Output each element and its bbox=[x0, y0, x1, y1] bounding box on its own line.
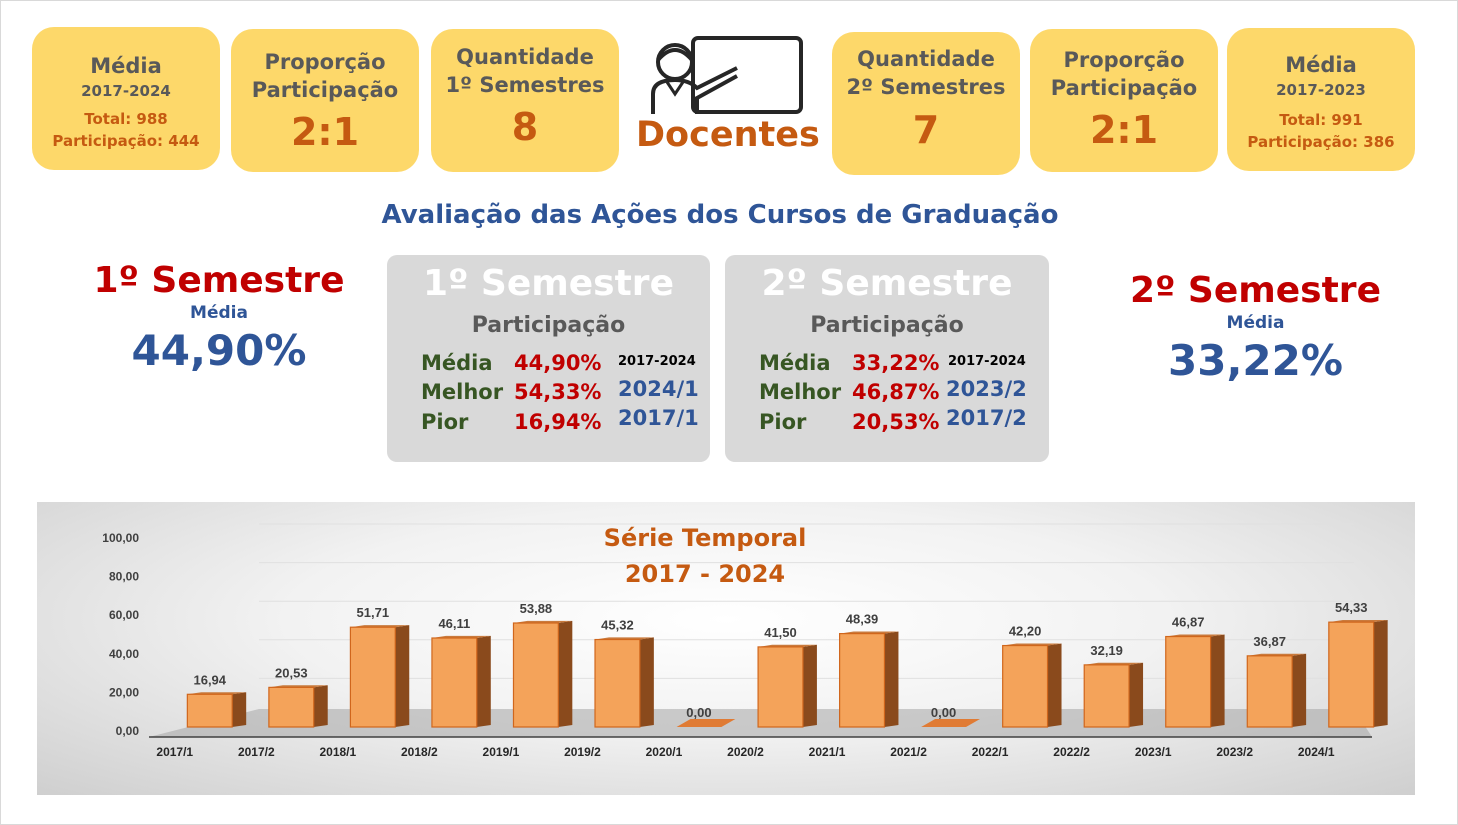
docentes-title: Docentes bbox=[636, 115, 820, 155]
card-title: Quantidade bbox=[456, 45, 594, 69]
bar-side bbox=[314, 685, 328, 727]
row-percent: 44,90% bbox=[514, 351, 602, 375]
bar-2022/2 bbox=[1084, 663, 1143, 727]
bar-side bbox=[1374, 620, 1388, 727]
card-participation: Participação: 444 bbox=[52, 132, 200, 150]
bar-side bbox=[558, 621, 572, 727]
card-title: Proporção bbox=[1063, 48, 1185, 72]
card-subtitle: 1º Semestres bbox=[445, 73, 605, 97]
first-semester-summary bbox=[74, 260, 364, 378]
data-label: 51,71 bbox=[356, 605, 390, 621]
panel-second-semester bbox=[725, 255, 1049, 462]
row-percent: 20,53% bbox=[852, 410, 940, 434]
bar-2021/1 bbox=[840, 632, 899, 727]
card-value: 8 bbox=[511, 105, 539, 149]
data-label: 53,88 bbox=[519, 601, 553, 617]
bar-side bbox=[803, 645, 817, 727]
data-label: 32,19 bbox=[1090, 642, 1123, 658]
data-label: 54,33 bbox=[1334, 600, 1368, 616]
bar-2019/2 bbox=[595, 637, 654, 727]
bar-side bbox=[1129, 663, 1143, 727]
card-subtitle: 2º Semestres bbox=[846, 75, 1006, 99]
bar-front bbox=[187, 694, 232, 727]
teacher-icon bbox=[645, 32, 805, 117]
panel-first-semester bbox=[387, 255, 710, 462]
time-series-chart bbox=[37, 502, 1415, 795]
second-semester-heading: 2º Semestre bbox=[1130, 270, 1381, 311]
bar-side bbox=[477, 636, 491, 727]
card-quantidade-2 bbox=[832, 32, 1020, 175]
x-tick-label: 2023/1 bbox=[1134, 745, 1172, 759]
bar-2017/1 bbox=[187, 692, 246, 727]
x-tick-label: 2022/2 bbox=[1053, 745, 1090, 759]
bar-2018/1 bbox=[350, 625, 409, 727]
bar-2023/1 bbox=[1166, 634, 1225, 727]
second-semester-value: 33,22% bbox=[1168, 336, 1343, 385]
card-title: Média bbox=[1285, 53, 1357, 77]
bar-2017/2 bbox=[269, 685, 328, 727]
bar-2018/2 bbox=[432, 636, 491, 727]
data-label: 46,11 bbox=[438, 616, 471, 632]
bar-side bbox=[1211, 634, 1225, 727]
bar-front bbox=[1084, 665, 1129, 727]
row-period: 2017-2024 bbox=[948, 354, 1026, 369]
row-period: 2017/1 bbox=[618, 406, 699, 430]
data-label: 36,87 bbox=[1253, 633, 1286, 649]
bar-2023/2 bbox=[1247, 654, 1306, 727]
data-label: 20,53 bbox=[275, 665, 308, 681]
bar-front bbox=[350, 627, 395, 727]
bar-front bbox=[595, 640, 640, 727]
main-title: Avaliação das Ações dos Cursos de Graduação bbox=[381, 200, 1059, 230]
bar-side bbox=[640, 637, 654, 727]
x-tick-label: 2024/1 bbox=[1297, 745, 1335, 759]
x-tick-label: 2017/1 bbox=[156, 745, 194, 759]
x-tick-label: 2021/1 bbox=[808, 745, 846, 759]
bar-front bbox=[1003, 646, 1048, 727]
data-label: 45,32 bbox=[601, 617, 634, 633]
card-period: 2017-2023 bbox=[1276, 81, 1366, 99]
bar-front bbox=[840, 634, 885, 727]
data-label: 46,87 bbox=[1171, 614, 1205, 630]
row-percent: 46,87% bbox=[852, 380, 940, 404]
card-proporcao-1 bbox=[231, 29, 419, 172]
y-tick-label: 0,00 bbox=[115, 724, 139, 738]
bar-front bbox=[513, 623, 558, 727]
bar-side bbox=[1048, 643, 1062, 727]
row-percent: 33,22% bbox=[852, 351, 940, 375]
bar-2024/1 bbox=[1329, 620, 1388, 727]
data-label: 16,94 bbox=[193, 672, 227, 688]
bar-front bbox=[269, 687, 314, 727]
bar-side bbox=[1292, 654, 1306, 727]
data-label: 0,00 bbox=[930, 705, 957, 720]
row-label: Pior bbox=[421, 410, 469, 434]
card-proporcao-2 bbox=[1030, 29, 1218, 172]
panel-subheading: Participação bbox=[810, 313, 964, 338]
chart-subtitle: 2017 - 2024 bbox=[624, 560, 786, 588]
row-period: 2017/2 bbox=[946, 406, 1027, 430]
card-title: Proporção bbox=[264, 50, 386, 74]
row-percent: 16,94% bbox=[514, 410, 602, 434]
x-tick-label: 2023/2 bbox=[1216, 745, 1254, 759]
row-label: Média bbox=[421, 351, 493, 375]
bar-front bbox=[1166, 637, 1211, 727]
bar-side bbox=[884, 632, 898, 727]
card-participation: Participação: 386 bbox=[1247, 133, 1395, 151]
card-subtitle: Participação bbox=[1050, 76, 1198, 100]
card-total: Total: 991 bbox=[1279, 111, 1363, 129]
card-period: 2017-2024 bbox=[81, 82, 171, 100]
card-subtitle: Participação bbox=[251, 78, 399, 102]
card-media-2017-2023 bbox=[1227, 28, 1415, 171]
panel-heading: 2º Semestre bbox=[761, 263, 1013, 304]
panel-subheading: Participação bbox=[471, 313, 626, 338]
row-label: Melhor bbox=[759, 380, 842, 404]
bar-front bbox=[432, 638, 477, 727]
first-semester-heading: 1º Semestre bbox=[93, 260, 345, 301]
x-tick-label: 2020/2 bbox=[727, 745, 764, 759]
card-total: Total: 988 bbox=[84, 110, 168, 128]
y-tick-label: 100,00 bbox=[102, 531, 139, 545]
bar-2019/1 bbox=[513, 621, 572, 727]
data-label: 48,39 bbox=[845, 611, 879, 627]
x-tick-label: 2019/1 bbox=[482, 745, 520, 759]
bar-front bbox=[1329, 622, 1374, 727]
bar-front bbox=[1247, 656, 1292, 727]
x-tick-label: 2019/2 bbox=[564, 745, 601, 759]
x-tick-label: 2021/2 bbox=[890, 745, 927, 759]
y-tick-label: 40,00 bbox=[108, 646, 139, 661]
bar-side bbox=[232, 692, 246, 727]
second-semester-label: Média bbox=[1226, 313, 1285, 333]
card-media-2017-2024 bbox=[32, 27, 220, 170]
bar-side bbox=[395, 625, 409, 727]
card-value: 7 bbox=[912, 108, 940, 152]
bar-2020/2 bbox=[758, 645, 817, 727]
card-value: 2:1 bbox=[290, 110, 360, 154]
data-label: 0,00 bbox=[686, 705, 712, 720]
x-tick-label: 2017/2 bbox=[237, 745, 275, 759]
card-value: 2:1 bbox=[1089, 108, 1159, 152]
first-semester-label: Média bbox=[190, 303, 248, 323]
x-tick-label: 2020/1 bbox=[645, 745, 683, 759]
y-tick-label: 80,00 bbox=[108, 569, 139, 584]
y-tick-label: 60,00 bbox=[108, 608, 139, 623]
card-title: Quantidade bbox=[857, 47, 995, 71]
bar-front bbox=[758, 647, 803, 727]
y-tick-label: 20,00 bbox=[108, 685, 139, 700]
row-period: 2023/2 bbox=[946, 377, 1027, 401]
row-label: Melhor bbox=[421, 380, 504, 404]
data-label: 41,50 bbox=[764, 624, 797, 640]
row-period: 2017-2024 bbox=[618, 354, 696, 369]
panel-heading: 1º Semestre bbox=[423, 263, 674, 304]
row-period: 2024/1 bbox=[618, 377, 699, 401]
bar-2022/1 bbox=[1003, 643, 1062, 727]
data-label: 42,20 bbox=[1008, 623, 1042, 639]
chart-area bbox=[37, 502, 1415, 795]
card-quantidade-1 bbox=[431, 29, 619, 172]
x-tick-label: 2022/1 bbox=[971, 745, 1009, 759]
second-semester-summary bbox=[1098, 270, 1413, 388]
x-tick-label: 2018/2 bbox=[401, 745, 438, 759]
row-label: Média bbox=[759, 351, 831, 375]
x-tick-label: 2018/1 bbox=[319, 745, 357, 759]
row-percent: 54,33% bbox=[514, 380, 602, 404]
chart-title: Série Temporal bbox=[603, 524, 807, 552]
first-semester-value: 44,90% bbox=[131, 326, 307, 375]
card-title: Média bbox=[90, 54, 162, 78]
row-label: Pior bbox=[759, 410, 807, 434]
